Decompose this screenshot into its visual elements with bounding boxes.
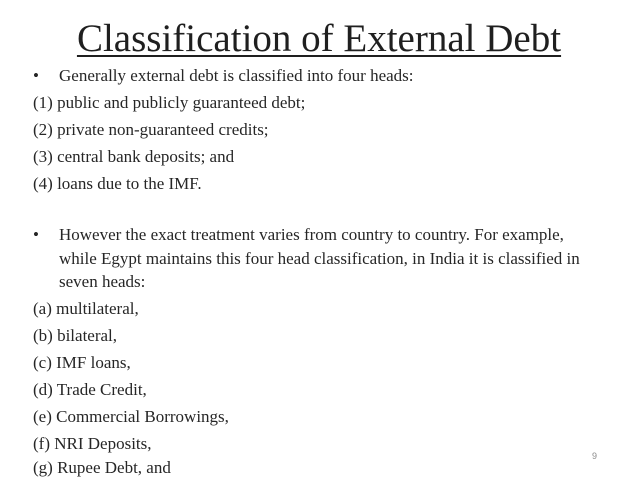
slide-title: Classification of External Debt bbox=[76, 17, 562, 60]
bullet-text-line: However the exact treatment varies from country to country. For example, bbox=[59, 225, 564, 244]
bullet-text: Generally external debt is classified into four heads: bbox=[59, 66, 414, 85]
list-item: (g) Rupee Debt, and bbox=[33, 458, 171, 477]
list-item: (a) multilateral, bbox=[33, 299, 139, 318]
list-item: (c) IMF loans, bbox=[33, 353, 131, 372]
list-item: (b) bilateral, bbox=[33, 326, 118, 345]
page-number: 9 bbox=[592, 451, 598, 461]
bullet-item bbox=[33, 64, 414, 88]
bullet-icon: • bbox=[33, 66, 39, 85]
bullet-item bbox=[33, 223, 59, 247]
list-item: (3) central bank deposits; and bbox=[33, 147, 235, 166]
list-item: (f) NRI Deposits, bbox=[33, 434, 152, 453]
list-item: (1) public and publicly guaranteed debt; bbox=[33, 93, 306, 112]
bullet-icon: • bbox=[33, 225, 39, 244]
list-item: (d) Trade Credit, bbox=[33, 380, 147, 399]
bullet-text-line: seven heads: bbox=[59, 272, 146, 291]
list-item: (4) loans due to the IMF. bbox=[33, 174, 202, 193]
list-item: (e) Commercial Borrowings, bbox=[33, 407, 229, 426]
bullet-text-line: while Egypt maintains this four head classification, in India it is classified in bbox=[59, 249, 580, 268]
list-item: (2) private non-guaranteed credits; bbox=[33, 120, 269, 139]
